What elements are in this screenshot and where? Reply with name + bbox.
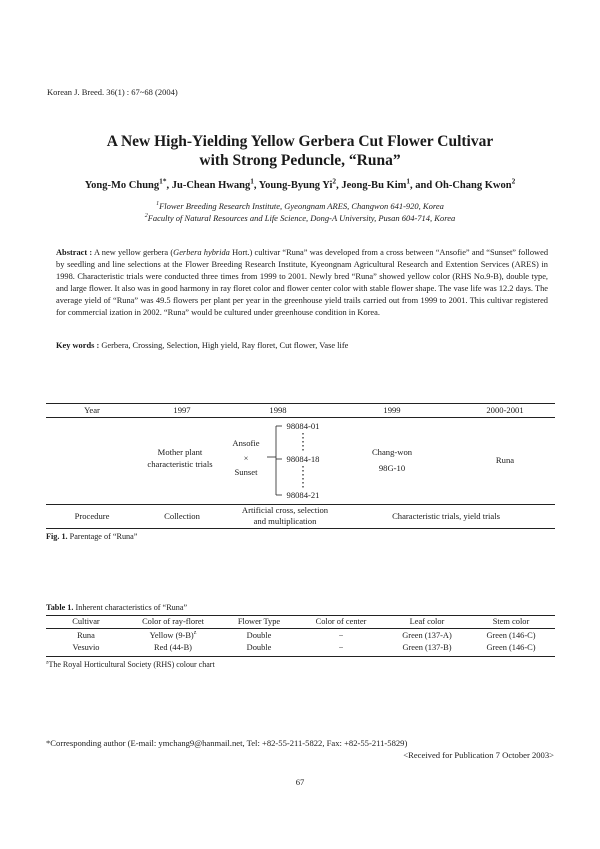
keywords-text: Gerbera, Crossing, Selection, High yield, Ray floret, Cut flower, Vase life [99, 341, 349, 350]
author-affil-mark: 1 [159, 176, 163, 186]
parent-sunset: Sunset [234, 467, 258, 477]
table-header-rule [46, 628, 555, 629]
table-header-ray-color: Color of ray-floret [142, 617, 204, 626]
table-cell: Green (137-B) [402, 643, 452, 652]
figure-caption [46, 532, 137, 541]
table-cell-text: Yellow (9-B) [149, 631, 194, 640]
author-and: , and [410, 180, 435, 191]
procedure-cross-line-1: Artificial cross, selection [241, 505, 329, 515]
figure-caption-text: Parentage of “Runa” [67, 532, 138, 541]
footnote-mark: z [46, 659, 49, 666]
line-98084-18: 98084-18 [286, 454, 320, 464]
page-number: 67 [295, 777, 305, 787]
line-98084-01: 98084-01 [286, 421, 320, 431]
mother-plant-line-2: characteristic trials [147, 459, 213, 469]
year-2000-2001: 2000-2001 [486, 405, 524, 415]
cross-symbol: × [243, 453, 249, 463]
table-caption [46, 603, 187, 612]
procedure-label: Procedure [74, 511, 110, 521]
corresponding-mark: * [162, 176, 167, 186]
changwon-line-1: Chang-won [371, 447, 413, 457]
abstract-pre: A new yellow gerbera ( [92, 248, 174, 257]
author-sep: , [253, 180, 259, 191]
affil-mark: 2 [144, 213, 148, 220]
table-cell: Double [246, 631, 272, 640]
table-header-center-color: Color of center [315, 617, 367, 626]
table-footnote [46, 660, 215, 669]
author-affil-mark: 1 [406, 176, 411, 186]
table-cell: − [338, 631, 344, 640]
mother-plant-line-1: Mother plant [157, 447, 203, 457]
table-cell: Vesuvio [72, 643, 100, 652]
journal-citation: Korean J. Breed. 36(1) : 67~68 (2004) [47, 87, 178, 97]
keywords-label: Key words : [56, 341, 100, 350]
author-affil-mark: 2 [332, 176, 337, 186]
affil-mark: 1 [156, 201, 160, 208]
table-header-flower-type: Flower Type [237, 617, 281, 626]
line-98084-21: 98084-21 [286, 490, 320, 500]
author-name: Young-Byung Yi [258, 180, 333, 191]
procedure-trials: Characteristic trials, yield trials [392, 511, 500, 521]
table-caption-label: Table 1. [46, 603, 74, 612]
title-line-1: A New High-Yielding Yellow Gerbera Cut Flower Cultivar [106, 133, 494, 150]
table-cell: Double [246, 643, 272, 652]
year-header: Year [84, 405, 100, 415]
procedure-cross-line-2: and multiplication [253, 516, 317, 526]
procedure-collection: Collection [164, 511, 200, 521]
table-cell: Green (146-C) [486, 631, 536, 640]
year-1997: 1997 [173, 405, 191, 415]
changwon-line-2: 98G-10 [378, 463, 406, 473]
table-cell: Green (146-C) [486, 643, 536, 652]
final-runa: Runa [495, 455, 515, 465]
abstract-label: Abstract : [56, 248, 93, 257]
year-1999: 1999 [383, 405, 401, 415]
table-cell: Runa [77, 631, 95, 640]
figure-caption-label: Fig. 1. [46, 532, 68, 541]
table-top-rule [46, 615, 555, 616]
author-sep: , [336, 180, 342, 191]
footnote-text: The Royal Horticultural Society (RHS) colour chart [48, 660, 215, 669]
table-header-stem-color: Stem color [492, 617, 530, 626]
title-line-2: with Strong Peduncle, “Runa” [199, 152, 401, 169]
table-header-leaf-color: Leaf color [409, 617, 445, 626]
abstract-body: Hort.) cultivar “Runa” was developed from a cross between “Ansofie” and “Sunset” followed by seedling and line selections at the Flower Breeding Research Institute, Kyeongnam Agricultural Research and Extention Services (ARES) in 1998. Characteristic trials were conducted three times from 1999 to 2001. Newly bred “Runa” showed yellow color (RHS No.9-B), double type, and large flower. It also was in good harmony in ray floret color and flower center color with stable flower shape. The vase life was 12.2 days. The average yield of “Runa” was 49.5 flowers per plant per year in the greenhouse yield trails carried out from 1999 to 2001. This cultivar registered for commercial ization in 2002. “Runa” would be cultured under greenhouse condition in Korea. [56, 248, 549, 317]
table-cell: − [338, 643, 344, 652]
author-name: Oh-Chang Kwon [434, 180, 512, 191]
table-cell: Green (137-A) [402, 631, 452, 640]
author-name: Ju-Chean Hwang [171, 180, 251, 191]
parent-ansofie: Ansofie [232, 438, 260, 448]
author-name: Jeong-Bu Kim [341, 180, 407, 191]
affil-text: Faculty of Natural Resources and Life Science, Dong-A University, Pusan 604-714, Korea [147, 213, 456, 223]
table-sup-mark: z [193, 630, 197, 637]
table-bottom-rule [46, 656, 555, 657]
received-date: <Received for Publication 7 October 2003> [403, 750, 554, 760]
table-header-cultivar: Cultivar [72, 617, 100, 626]
table-cell [124, 631, 222, 640]
author-name: Yong-Mo Chung [84, 180, 160, 191]
species-name: Gerbera hybrida [173, 248, 230, 257]
table-caption-text: Inherent characteristics of “Runa” [73, 603, 188, 612]
year-1998: 1998 [269, 405, 287, 415]
corresponding-author: *Corresponding author (E-mail: ymchang9@hanmail.net, Tel: +82-55-211-5822, Fax: +82-55-211-5829) [46, 738, 408, 748]
table-cell: Red (44-B) [154, 643, 192, 652]
author-affil-mark: 2 [511, 176, 516, 186]
author-affil-mark: 1 [250, 176, 254, 186]
affil-text: Flower Breeding Research Institute, Gyeongnam ARES, Changwon 641-920, Korea [159, 201, 444, 211]
author-sep: , [166, 180, 172, 191]
